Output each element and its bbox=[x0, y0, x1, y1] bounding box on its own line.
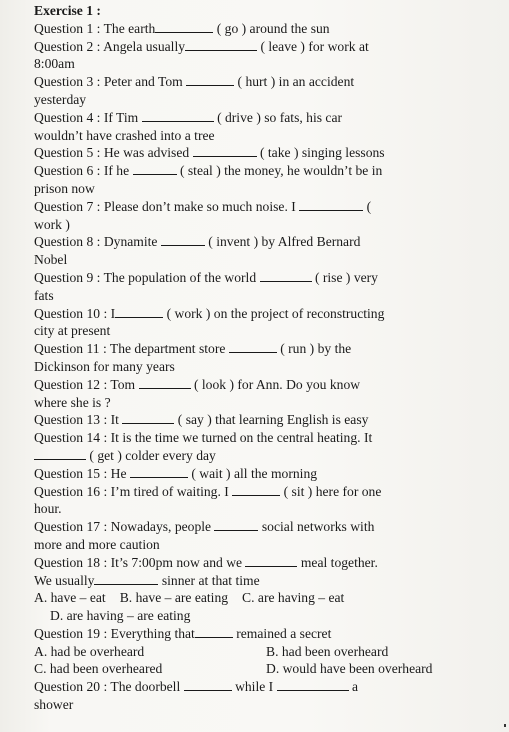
question-17: Question 17 : Nowadays, people social networks with bbox=[34, 519, 375, 535]
question-14: Question 14 : It is the time we turned on the central heating. It bbox=[34, 430, 373, 446]
question-5: Question 5 : He was advised ( take ) singing lessons bbox=[34, 145, 385, 161]
answer-blank[interactable] bbox=[142, 110, 214, 122]
question-13: Question 13 : It ( say ) that learning English is easy bbox=[34, 412, 369, 428]
answer-blank[interactable] bbox=[185, 39, 257, 51]
option-c[interactable]: C. are having – eat bbox=[242, 590, 345, 606]
question-4: Question 4 : If Tim ( drive ) so fats, his car bbox=[34, 109, 343, 125]
answer-blank[interactable] bbox=[133, 163, 177, 175]
question-11: Question 11 : The department store ( run ) by the bbox=[34, 341, 352, 357]
option-d[interactable]: D. would have been overheard bbox=[266, 661, 433, 677]
answer-blank[interactable] bbox=[245, 555, 297, 567]
question-9: Question 9 : The population of the world ( rise ) very bbox=[34, 269, 378, 285]
answer-blank[interactable] bbox=[214, 519, 258, 531]
question-7-cont: work ) bbox=[34, 216, 70, 232]
question-18-cont: We usually sinner at that time bbox=[34, 572, 260, 588]
question-12-cont: where she is ? bbox=[34, 394, 111, 410]
question-8: Question 8 : Dynamite ( invent ) by Alfred Bernard bbox=[34, 234, 361, 250]
question-2: Question 2 : Angela usually ( leave ) for work at bbox=[34, 38, 369, 54]
option-a[interactable]: A. have – eat bbox=[34, 590, 106, 606]
option-b[interactable]: B. have – are eating bbox=[119, 590, 229, 606]
question-2-cont: 8:00am bbox=[34, 56, 75, 72]
question-20-cont: shower bbox=[34, 697, 74, 713]
answer-blank[interactable] bbox=[186, 74, 234, 86]
question-4-cont: wouldn’t have crashed into a tree bbox=[34, 127, 215, 143]
answer-blank[interactable] bbox=[232, 484, 280, 496]
option-b[interactable]: B. had been overheard bbox=[266, 643, 389, 659]
question-18-options bbox=[34, 589, 497, 607]
question-1: Question 1 : The earth ( go ) around the sun bbox=[34, 20, 330, 36]
option-d[interactable]: D. are having – are eating bbox=[50, 608, 191, 624]
question-19: Question 19 : Everything that remained a secret bbox=[34, 625, 332, 641]
question-10: Question 10 : I ( work ) on the project of reconstructing bbox=[34, 305, 385, 321]
question-18: Question 18 : It’s 7:00pm now and we meal together. bbox=[34, 554, 378, 570]
question-16: Question 16 : I’m tired of waiting. I ( sit ) here for one bbox=[34, 483, 382, 499]
question-6-cont: prison now bbox=[34, 180, 95, 196]
question-19-options-2 bbox=[34, 660, 497, 678]
question-14-cont: ( get ) colder every day bbox=[34, 447, 497, 465]
answer-blank[interactable] bbox=[122, 412, 174, 424]
option-c[interactable]: C. had been overheared bbox=[34, 661, 163, 677]
answer-blank[interactable] bbox=[115, 306, 163, 318]
question-19-options bbox=[34, 643, 497, 661]
question-15: Question 15 : He ( wait ) all the morning bbox=[34, 465, 318, 481]
answer-blank[interactable] bbox=[277, 679, 349, 691]
answer-blank[interactable] bbox=[195, 626, 233, 638]
answer-blank[interactable] bbox=[184, 679, 232, 691]
option-a[interactable]: A. had be overheard bbox=[34, 643, 145, 659]
question-8-cont: Nobel bbox=[34, 252, 68, 268]
question-17-cont: more and more caution bbox=[34, 536, 160, 552]
question-11-cont: Dickinson for many years bbox=[34, 358, 175, 374]
answer-blank[interactable] bbox=[260, 270, 312, 282]
scan-mark bbox=[504, 724, 506, 727]
answer-blank[interactable] bbox=[139, 377, 191, 389]
answer-blank[interactable] bbox=[155, 21, 213, 33]
answer-blank[interactable] bbox=[229, 341, 277, 353]
answer-blank[interactable] bbox=[34, 448, 86, 460]
answer-blank[interactable] bbox=[161, 234, 205, 246]
question-9-cont: fats bbox=[34, 287, 54, 303]
answer-blank[interactable] bbox=[94, 573, 158, 585]
answer-blank[interactable] bbox=[299, 199, 363, 211]
question-18-options-2 bbox=[34, 607, 497, 625]
question-20: Question 20 : The doorbell while I a bbox=[34, 679, 359, 695]
question-6: Question 6 : If he ( steal ) the money, he wouldn’t be in bbox=[34, 163, 383, 179]
question-16-cont: hour. bbox=[34, 501, 62, 517]
answer-blank[interactable] bbox=[130, 466, 188, 478]
answer-blank[interactable] bbox=[193, 145, 257, 157]
exercise-title: Exercise 1 : bbox=[34, 3, 101, 18]
question-10-cont: city at present bbox=[34, 323, 111, 339]
question-3-cont: yesterday bbox=[34, 91, 87, 107]
question-3: Question 3 : Peter and Tom ( hurt ) in an accident bbox=[34, 74, 355, 90]
question-7: Question 7 : Please don’t make so much noise. I ( bbox=[34, 198, 372, 214]
question-12: Question 12 : Tom ( look ) for Ann. Do you know bbox=[34, 376, 361, 392]
